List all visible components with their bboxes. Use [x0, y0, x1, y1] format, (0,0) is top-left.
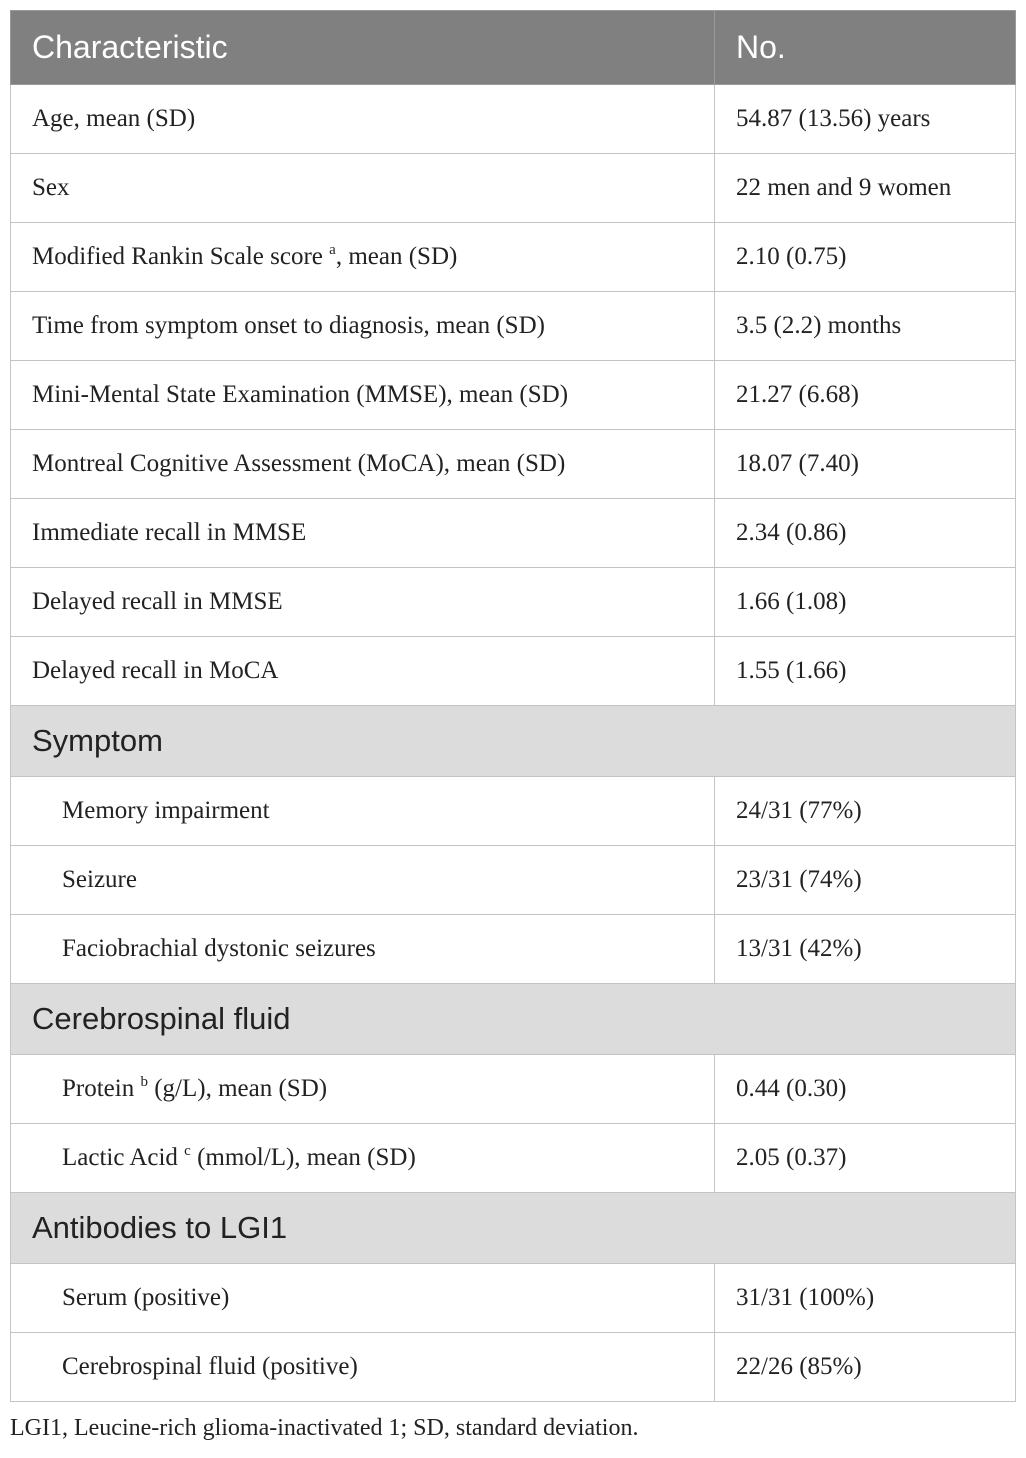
row-label: Mini-Mental State Examination (MMSE), mean (SD) — [11, 361, 715, 430]
table-row — [11, 1055, 1016, 1124]
row-value: 23/31 (74%) — [715, 846, 1016, 915]
row-label — [11, 223, 715, 292]
table-row — [11, 568, 1016, 637]
label-text: , mean (SD) — [335, 243, 458, 270]
characteristics-table-container — [10, 10, 1015, 1402]
row-value: 2.34 (0.86) — [715, 499, 1016, 568]
row-label: Memory impairment — [11, 777, 715, 846]
table-row — [11, 223, 1016, 292]
row-value: 18.07 (7.40) — [715, 430, 1016, 499]
section-header-csf — [11, 984, 1016, 1055]
label-text: Modified Rankin Scale score — [32, 243, 330, 270]
row-label: Age, mean (SD) — [11, 85, 715, 154]
table-row — [11, 777, 1016, 846]
row-value: 2.05 (0.37) — [715, 1124, 1016, 1193]
row-label: Immediate recall in MMSE — [11, 499, 715, 568]
table-row — [11, 499, 1016, 568]
table-row — [11, 637, 1016, 706]
table-row — [11, 430, 1016, 499]
section-title: Symptom — [11, 706, 1016, 777]
table-header-row — [11, 11, 1016, 85]
row-value: 13/31 (42%) — [715, 915, 1016, 984]
row-label: Time from symptom onset to diagnosis, mean (SD) — [11, 292, 715, 361]
row-label: Montreal Cognitive Assessment (MoCA), mean (SD) — [11, 430, 715, 499]
table-footnote: LGI1, Leucine-rich glioma-inactivated 1; SD, standard deviation. — [10, 1415, 639, 1441]
row-label — [11, 1055, 715, 1124]
label-text: Protein — [62, 1075, 141, 1102]
row-label: Seizure — [11, 846, 715, 915]
row-label — [11, 1124, 715, 1193]
row-label: Delayed recall in MMSE — [11, 568, 715, 637]
table-row — [11, 915, 1016, 984]
header-characteristic: Characteristic — [11, 11, 715, 85]
row-label: Sex — [11, 154, 715, 223]
label-text: Lactic Acid — [62, 1144, 185, 1171]
row-value: 22/26 (85%) — [715, 1333, 1016, 1402]
row-value: 0.44 (0.30) — [715, 1055, 1016, 1124]
table-row — [11, 1124, 1016, 1193]
row-value: 22 men and 9 women — [715, 154, 1016, 223]
label-text: (mmol/L), mean (SD) — [190, 1144, 416, 1171]
row-label: Serum (positive) — [11, 1264, 715, 1333]
row-label: Cerebrospinal fluid (positive) — [11, 1333, 715, 1402]
characteristics-table — [10, 10, 1016, 1402]
footnote-marker: b — [140, 1074, 148, 1090]
row-value: 2.10 (0.75) — [715, 223, 1016, 292]
table-row — [11, 1264, 1016, 1333]
table-row — [11, 1333, 1016, 1402]
section-title: Cerebrospinal fluid — [11, 984, 1016, 1055]
row-label: Faciobrachial dystonic seizures — [11, 915, 715, 984]
section-header-symptom — [11, 706, 1016, 777]
table-row — [11, 846, 1016, 915]
row-value: 31/31 (100%) — [715, 1264, 1016, 1333]
table-row — [11, 85, 1016, 154]
row-label: Delayed recall in MoCA — [11, 637, 715, 706]
label-text: (g/L), mean (SD) — [147, 1075, 328, 1102]
table-row — [11, 361, 1016, 430]
table-row — [11, 292, 1016, 361]
row-value: 3.5 (2.2) months — [715, 292, 1016, 361]
footnote-marker: a — [329, 242, 336, 258]
footnote-marker: c — [184, 1143, 191, 1159]
row-value: 21.27 (6.68) — [715, 361, 1016, 430]
row-value: 54.87 (13.56) years — [715, 85, 1016, 154]
row-value: 1.55 (1.66) — [715, 637, 1016, 706]
table-row — [11, 154, 1016, 223]
header-number: No. — [715, 11, 1016, 85]
row-value: 24/31 (77%) — [715, 777, 1016, 846]
section-header-antibodies — [11, 1193, 1016, 1264]
row-value: 1.66 (1.08) — [715, 568, 1016, 637]
section-title: Antibodies to LGI1 — [11, 1193, 1016, 1264]
